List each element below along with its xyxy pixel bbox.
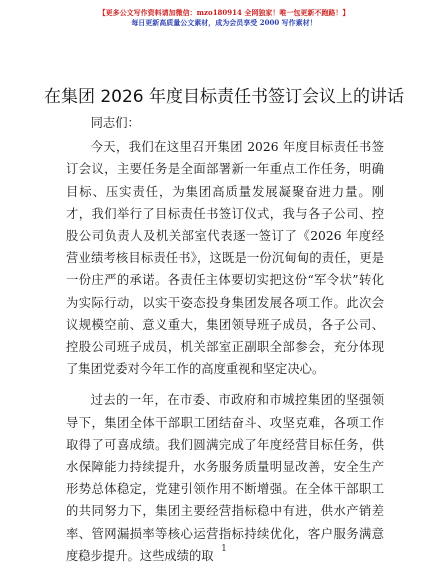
- paragraph-1: 今天，我们在这里召开集团 2026 年度目标责任书签订会议，主要任务是全面部署新一年重点工作任务，明确目标、压实责任，为集团高质量发展凝聚奋进力量。刚才，我们举行了目标责任书签订仪式，我与各子公司、控股公司负责人及机关部室代表逐一签订了《2026 年度经营业绩考核目标责任书》，这既是一份沉甸甸的责任，更是一份庄严的承诺。各责任主体要切实把这份“军令状”转化为实际行动，以实干姿态投身集团发展各项工作。此次会议规模空前、意义重大，集团领导班子成员，各子公司、控股公司班子成员，机关部室正副职全部参会，充分体现了集团党委对今年工作的高度重视和坚定决心。: [66, 140, 384, 377]
- promo-banner-line-1: 【更多公文写作资料请加微信：mzo180914 全网独家！唯一包更新不跑路！】: [98, 8, 350, 17]
- salutation: 同志们：: [90, 116, 140, 130]
- document-body: [66, 112, 384, 567]
- paragraph-2: 过去的一年，在市委、市政府和市城控集团的坚强领导下，集团全体干部职工团结奋斗、攻坚克难，各项工作取得了可喜成绩。我们圆满完成了年度经营目标任务，供水保障能力持续提升，水务服务质量明显改善，安全生产形势总体稳定，党建引领作用不断增强。在全体干部职工的共同努力下，集团主要经营指标稳中有进，供水产销差率、管网漏损率等核心运营指标持续优化，客户服务满意度稳步提升。这些成绩的取: [66, 393, 384, 563]
- page-number: 1: [221, 544, 227, 554]
- promo-banner: [0, 8, 448, 28]
- document-title: 在集团 2026 年度目标责任书签订会议上的讲话: [43, 87, 405, 107]
- promo-banner-line-2: 每日更新高质量公文素材，成为会员享受 2000 写作素材！: [131, 18, 317, 27]
